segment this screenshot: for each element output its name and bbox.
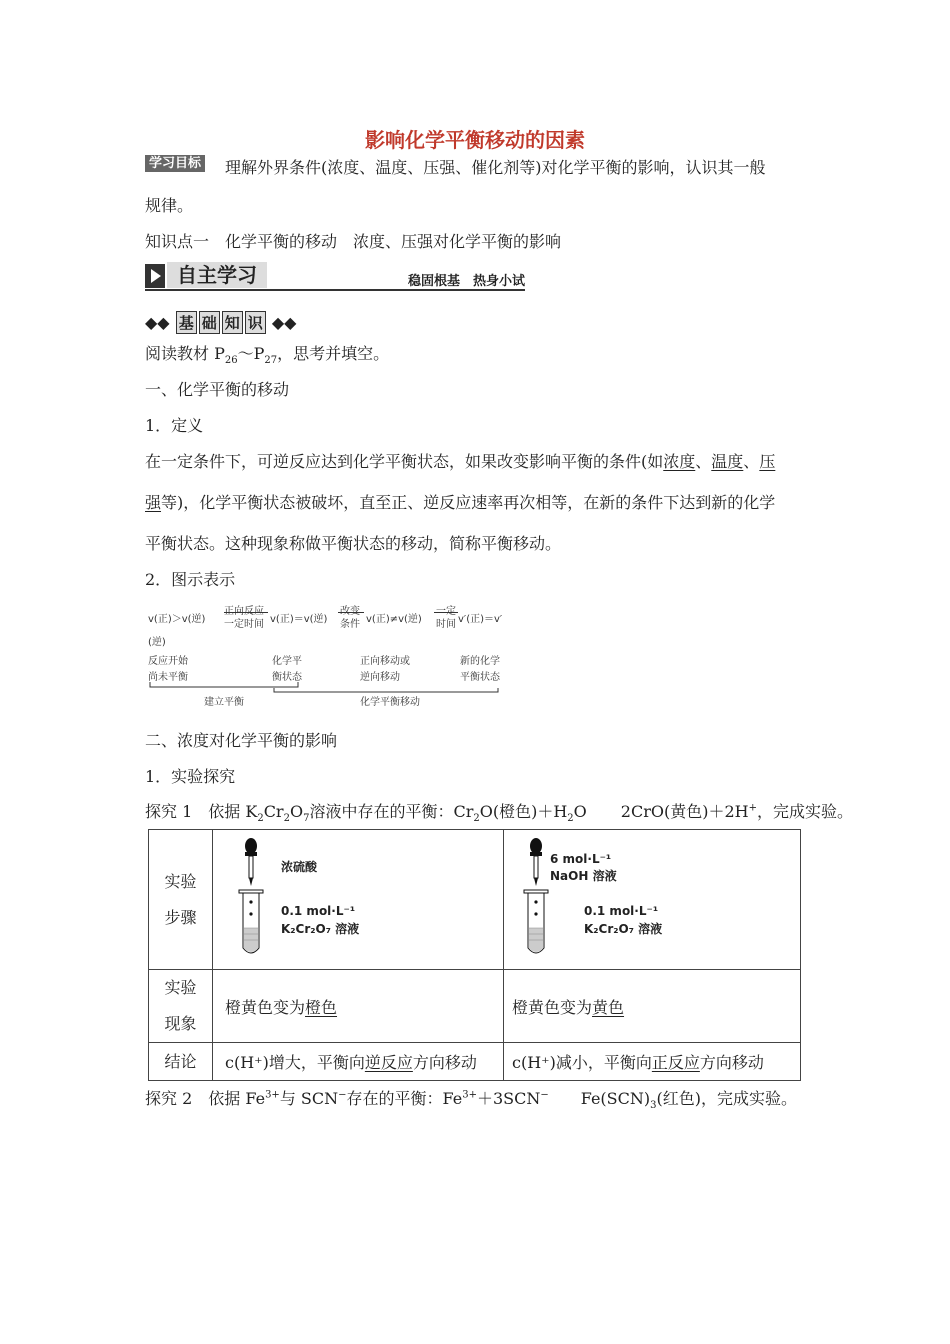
- page-start: 26: [224, 355, 238, 367]
- banner-subtitle: 稳固根基 热身小试: [407, 274, 525, 289]
- row-label-line: 实验: [164, 871, 197, 891]
- read-suffix: ，思考并填空。: [277, 344, 390, 363]
- diagram-arrow2-bottom: 条件: [340, 619, 360, 630]
- diagram-state-shift: 正向移动或: [360, 656, 410, 667]
- diamond-icon: ◆◆: [145, 313, 170, 332]
- basic-knowledge-char: 识: [245, 311, 266, 334]
- explore2-sup: −: [338, 1089, 347, 1101]
- diagram-state-new: 新的化学: [460, 656, 500, 667]
- table-row: [149, 970, 801, 1043]
- answer-yellow: 黄色: [592, 997, 625, 1017]
- definition-heading: 1．定义: [145, 416, 204, 435]
- reagent-conc: 0.1 mol·L⁻¹: [281, 904, 356, 918]
- arrow-icon: [434, 612, 458, 613]
- diagram-state-shift-2: 逆向移动: [360, 672, 400, 683]
- cell-text: 橙黄色变为: [225, 997, 306, 1017]
- explore2-sup: −: [540, 1089, 549, 1101]
- explore-1: [145, 799, 853, 824]
- diagram-state-start: 反应开始: [148, 656, 188, 667]
- explore1-sub: 2: [283, 813, 290, 825]
- diagram-state-equilibrium: 化学平: [272, 656, 302, 667]
- basic-knowledge-char: 础: [199, 311, 220, 334]
- explore1-text: O: [573, 802, 587, 821]
- definition-line3: 平衡状态。这种现象称做平衡状态的移动，简称平衡移动。: [145, 534, 562, 553]
- phenomenon-right: [504, 970, 801, 1043]
- row-label-steps: [149, 830, 213, 970]
- read-prefix: 阅读教材 P: [145, 344, 225, 363]
- diagram-rate-4-tail: (逆): [148, 637, 166, 648]
- answer-pressure-part2: 强: [145, 493, 162, 512]
- experiment-table: [148, 829, 801, 1081]
- row-label-line: 步骤: [164, 907, 197, 927]
- explore2-text: Fe(SCN): [580, 1089, 651, 1108]
- reagent-conc: 6 mol·L⁻¹: [550, 852, 612, 866]
- objective-text-line1: 理解外界条件(浓度、温度、压强、催化剂等)对化学平衡的影响，认识其一般: [225, 158, 766, 177]
- section-banner: [145, 262, 525, 291]
- play-icon: [145, 264, 165, 288]
- reagent-name: K₂Cr₂O₇ 溶液: [584, 922, 663, 936]
- explore2-text: 存在的平衡：Fe: [346, 1089, 463, 1108]
- cell-text: 方向移动: [699, 1053, 764, 1072]
- dropper-tube-icon: [225, 836, 285, 962]
- diagram-arrow3-bottom: 时间: [436, 619, 456, 630]
- answer-pressure-part1: 压: [759, 452, 776, 471]
- row-label-conclusion: 结论: [149, 1043, 213, 1081]
- explore1-sub: 7: [303, 813, 310, 825]
- explore2-sub: 3: [650, 1100, 657, 1112]
- explore1-text: O(橙色)＋H: [479, 802, 568, 821]
- def-sep: 、: [695, 452, 712, 471]
- cell-text: 方向移动: [412, 1053, 477, 1072]
- row-label-line: 实验: [164, 978, 197, 997]
- diagram-state-start-2: 尚未平衡: [148, 672, 188, 683]
- diamond-icon: ◆◆: [271, 313, 297, 332]
- definition-line1: [145, 449, 775, 472]
- diagram-arrow3-top: 一定: [436, 606, 456, 617]
- diagram-rate-2: v(正)＝v(逆): [270, 614, 328, 625]
- explore1-text: O: [289, 802, 304, 821]
- diagram-heading: 2．图示表示: [145, 570, 236, 589]
- explore1-text: 探究 1 依据 K: [145, 802, 258, 821]
- diagram-brace-build: 建立平衡: [204, 697, 244, 708]
- answer-concentration: 浓度: [663, 452, 696, 471]
- reagent-conc: 0.1 mol·L⁻¹: [584, 904, 659, 918]
- basic-knowledge-char: 基: [176, 311, 197, 334]
- section-heading-1: 一、化学平衡的移动: [145, 380, 290, 399]
- equilibrium-diagram: [148, 602, 518, 707]
- row-label-line: 现象: [164, 1014, 197, 1033]
- basic-knowledge-char: 知: [222, 311, 243, 334]
- explore2-text: (红色)，完成实验。: [656, 1089, 797, 1108]
- explore-2: [145, 1086, 797, 1111]
- diagram-arrow1-bottom: 一定时间: [224, 619, 264, 630]
- explore2-text: 探究 2 依据 Fe: [145, 1089, 266, 1108]
- def-text: 在一定条件下，可逆反应达到化学平衡状态，如果改变影响平衡的条件(如: [145, 452, 664, 471]
- objective-tag: [145, 152, 205, 171]
- page-end: 27: [264, 355, 278, 367]
- section-heading-2: 二、浓度对化学平衡的影响: [145, 731, 338, 750]
- diagram-rate-3: v(正)≠v(逆): [366, 614, 422, 625]
- diagram-rate-4: v′(正)＝v′: [458, 614, 503, 625]
- diagram-state-equilibrium-2: 衡状态: [272, 672, 302, 683]
- cell-text: c(H⁺)减小，平衡向: [512, 1053, 652, 1072]
- def-sep: 、: [743, 452, 760, 471]
- definition-line2: [145, 490, 775, 513]
- reagent-name: K₂Cr₂O₇ 溶液: [281, 922, 360, 936]
- explore1-text: 溶液中存在的平衡：Cr: [309, 802, 474, 821]
- row-label-phenomenon: [149, 970, 213, 1043]
- step-left: [213, 830, 504, 970]
- explore1-sub: 2: [257, 813, 264, 825]
- arrow-icon: [224, 612, 268, 613]
- explore2-text: 与 SCN: [279, 1089, 339, 1108]
- arrow-icon: [338, 612, 364, 613]
- conclusion-right: [504, 1043, 801, 1081]
- reading-instruction: [145, 341, 389, 366]
- explore1-sup: +: [748, 802, 757, 814]
- step-right: [504, 830, 801, 970]
- reagent-label: NaOH 溶液: [550, 869, 617, 883]
- diagram-rate-1: v(正)＞v(逆): [148, 614, 206, 625]
- read-mid: ～P: [237, 344, 265, 363]
- explore1-sub: 2: [567, 813, 574, 825]
- def-text: 等)，化学平衡状态被破坏，直至正、逆反应速率再次相等，在新的条件下达到新的化学: [161, 493, 776, 512]
- answer-temperature: 温度: [711, 452, 744, 471]
- reagent-label: 浓硫酸: [281, 860, 318, 874]
- explore2-text: ＋3SCN: [476, 1089, 541, 1108]
- objective-tag-label: 学习目标: [145, 155, 205, 172]
- answer-orange: 橙色: [305, 997, 338, 1017]
- cell-text: 橙黄色变为: [512, 997, 593, 1017]
- explore1-text: 2CrO(黄色)＋2H: [620, 802, 749, 821]
- knowledge-point-heading: 知识点一 化学平衡的移动 浓度、压强对化学平衡的影响: [145, 232, 562, 251]
- objective-text-line2: 规律。: [145, 196, 194, 215]
- diagram-brace-shift: 化学平衡移动: [360, 697, 420, 708]
- conclusion-left: [213, 1043, 504, 1081]
- diagram-arrow2-top: 改变: [340, 606, 360, 617]
- explore1-text: Cr: [263, 802, 284, 821]
- diagram-braces: [148, 680, 518, 694]
- diagram-arrow1-top: 正向反应: [224, 606, 264, 617]
- banner-title: 自主学习: [167, 262, 267, 288]
- explore1-sub: 2: [473, 813, 480, 825]
- answer-reverse: 逆反应: [364, 1053, 413, 1072]
- table-row: [149, 830, 801, 970]
- explore2-sup: 3+: [265, 1089, 280, 1101]
- cell-text: c(H⁺)增大，平衡向: [225, 1053, 365, 1072]
- table-row: [149, 1043, 801, 1081]
- explore1-text: ，完成实验。: [757, 802, 854, 821]
- phenomenon-left: [213, 970, 504, 1043]
- explore2-sup: 3+: [462, 1089, 477, 1101]
- experiment-heading: 1．实验探究: [145, 767, 236, 786]
- basic-knowledge-header: [145, 311, 296, 334]
- diagram-state-new-2: 平衡状态: [460, 672, 500, 683]
- answer-forward: 正反应: [651, 1053, 700, 1072]
- page-title: 影响化学平衡移动的因素: [365, 128, 585, 152]
